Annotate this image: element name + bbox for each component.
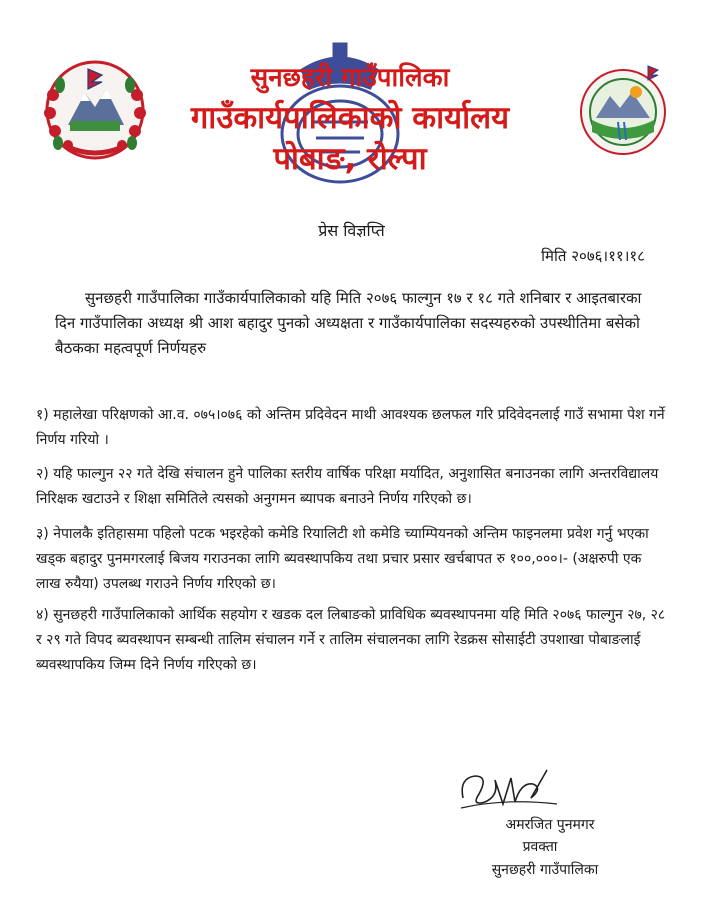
municipality-logo-icon: [578, 62, 668, 162]
office-name: गाउँकार्यपालिकाको कार्यालय: [190, 100, 510, 136]
office-address: पोबाङ, रोल्पा: [273, 141, 427, 177]
letterhead: [0, 0, 703, 215]
decision-item: ३) नेपालकै इतिहासमा पहिलो पटक भइरहेको कमेडि रियालिटी शो कमेडि च्याम्पियनको अन्तिम फाइनलमा प्रवेश गर्नु भएका खड्क बहादुर पुनमगरलाई बिजय गराउनका लागि ब्यवस्थापकिय तथा प्रचार प्रसार खर्चबापत रु १००,०००।- (अक्षरुपी एक लाख रुयैया) उपलब्ध गराउने निर्णय गरिएको छ।: [36, 526, 649, 592]
signatory-role: प्रवक्ता: [522, 839, 558, 855]
decision-item: १) महालेखा परिक्षणको आ.व. ०७५।०७६ को अन्तिम प्रदिवेदन माथी आवश्यक छलफल गरि प्रदिवेदनलाई गाउँ सभामा पेश गर्ने निर्णय गरियो ।: [36, 407, 665, 448]
decision-item: ४) सुनछहरी गाउँपालिकाको आर्थिक सहयोग र खडक दल लिबाङको प्राविधिक ब्यवस्थापनमा यहि मिति २०७६ फाल्गुन २७, २८ र २९ गते विपद ब्यवस्थापन सम्बन्धी तालिम संचालन गर्ने र तालिम संचालनका लागि रेडक्रस सोसाईटी उपशाखा पोबाङलाई ब्यवस्थापकिय जिम्म दिने निर्णय गरिएको छ।: [36, 607, 666, 673]
signatory-organization: सुनछहरी गाउँपालिका: [491, 862, 599, 878]
document-title: प्रेस विज्ञप्ति: [318, 221, 385, 240]
signatory-name: अमरजित पुनमगर: [505, 817, 595, 833]
handwritten-signature: [455, 758, 565, 818]
document-date: मिति २०७६।११।१८: [541, 247, 645, 265]
municipality-name: सुनछहरी गाउँपालिका: [250, 63, 450, 93]
nepal-emblem-icon: [40, 55, 150, 167]
intro-paragraph: सुनछहरी गाउँपालिका गाउँकार्यपालिकाको यहि मिति २०७६ फाल्गुन १७ र १८ गते शनिबार र आइतबारका दिन गाउँपालिका अध्यक्ष श्री आश बहादुर पुनको अध्यक्षता र गाउँकार्यपालिका सदस्यहरुको उपस्थीतिमा बसेको बैठकका महत्वपूर्ण निर्णयहरु: [55, 289, 642, 357]
decision-item: २) यहि फाल्गुन २२ गते देखि संचालन हुने पालिका स्तरीय वार्षिक परिक्षा मर्यादित, अनुशासित बनाउनका लागि अन्तरविद्यालय निरिक्षक खटाउने र शिक्षा समितिले त्यसको अनुगमन ब्यापक बनाउने निर्णय गरिएको छ।: [36, 466, 659, 507]
